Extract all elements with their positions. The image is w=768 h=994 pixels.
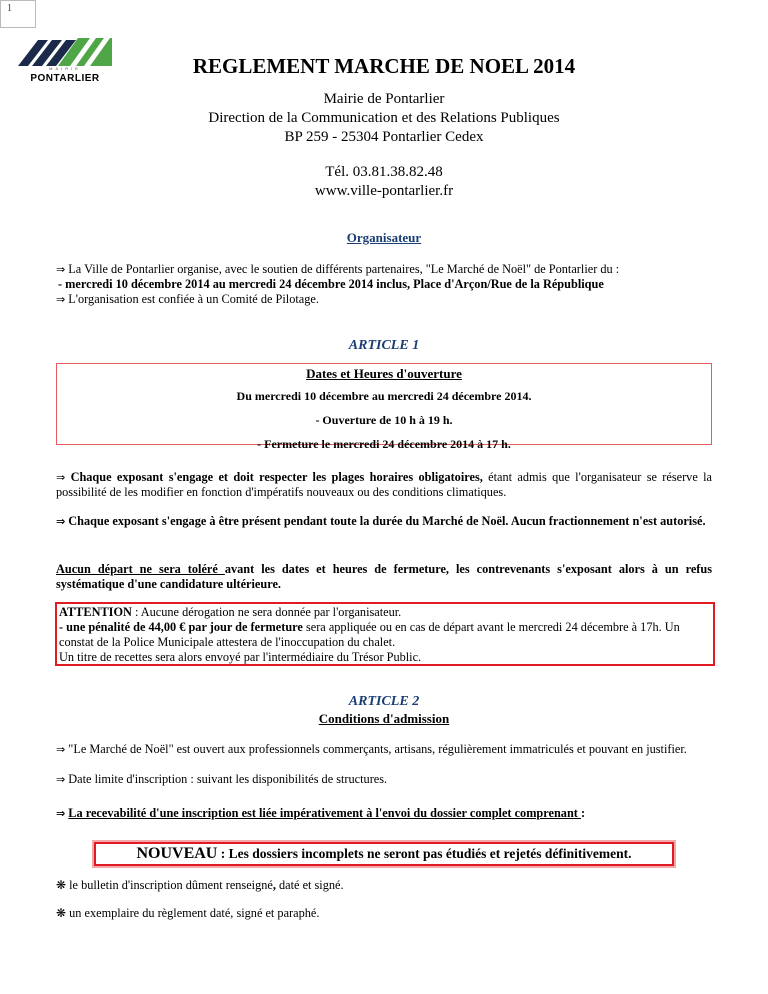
arrow-icon: ⇒: [56, 263, 66, 276]
contact-address: [0, 90, 768, 147]
a2-p3: La recevabilité d'une inscription est liée impérativement à l'envoi du dossier complet comprenant: [68, 806, 581, 820]
attention-text: : Aucune dérogation ne sera donnée par l'organisateur.: [131, 605, 402, 619]
p1-rest: étant admis que l'organisateur se réserve la possibilité de les modifier en fonction d'impératifs nouveaux ou des conditions climatiques.: [56, 470, 712, 499]
contact-tel: Tél. 03.81.38.82.48: [325, 164, 443, 180]
opening-hours-box: [56, 363, 712, 451]
attention-label: ATTENTION: [59, 605, 132, 619]
page-number: 1: [0, 0, 36, 28]
a2-p2: Date limite d'inscription : suivant les disponibilités de structures.: [68, 772, 388, 786]
arrow-icon: ⇒: [56, 293, 66, 306]
attention-box: [55, 602, 715, 666]
asterisk-icon: ❋: [56, 906, 67, 920]
article2-subheading: Conditions d'admission: [318, 711, 450, 726]
contact-line: Direction de la Communication et des Relations Publiques: [208, 110, 560, 126]
bullet2: un exemplaire du règlement daté, signé et paraphé.: [69, 906, 320, 920]
arrow-icon: ⇒: [56, 807, 66, 820]
organisateur-line1: La Ville de Pontarlier organise, avec le soutien de différents partenaires, "Le Marché de Noël" de Pontarlier du :: [68, 262, 620, 276]
recette-text: Un titre de recettes sera alors envoyé par l'intermédiaire du Trésor Public.: [59, 650, 422, 664]
article2-paragraph-3: [56, 806, 712, 821]
organisateur-line3: L'organisation est confiée à un Comité de Pilotage.: [68, 292, 319, 306]
document-title: REGLEMENT MARCHE DE NOEL 2014: [192, 54, 576, 78]
organisateur-line2: - mercredi 10 décembre 2014 au mercredi 24 décembre 2014 inclus, Place d'Arçon/Rue de la République: [58, 277, 604, 291]
penalty-bold: - une pénalité de 44,00 € par jour de fermeture: [59, 620, 303, 634]
article1-paragraph-2: [56, 514, 712, 529]
opening-line: Du mercredi 10 décembre au mercredi 24 décembre 2014.: [236, 389, 532, 403]
article1-paragraph-3: [56, 562, 712, 592]
arrow-icon: ⇒: [56, 515, 66, 528]
asterisk-icon: ❋: [56, 878, 67, 892]
organisateur-heading: Organisateur: [346, 230, 422, 245]
bullet1-c: daté et signé.: [275, 878, 344, 892]
opening-hours-title: Dates et Heures d'ouverture: [306, 366, 462, 381]
contact-line: BP 259 - 25304 Pontarlier Cedex: [284, 129, 484, 145]
article2-paragraph-1: [56, 742, 712, 757]
article1-heading: ARTICLE 1: [348, 338, 420, 353]
bullet1-a: le bulletin d'inscription dûment renseigné: [69, 878, 273, 892]
logo-name: PONTARLIER: [30, 73, 100, 84]
contact-details: [0, 163, 768, 201]
p3-underlined: Aucun départ ne sera toléré: [56, 562, 225, 576]
opening-line: - Ouverture de 10 h à 19 h.: [315, 413, 453, 427]
p2-text: Chaque exposant s'engage à être présent pendant toute la durée du Marché de Noël. Aucun fractionnement n'est autorisé.: [68, 514, 706, 528]
organisateur-text: [56, 262, 712, 307]
p1-bold: Chaque exposant s'engage et doit respecter les plages horaires obligatoires,: [70, 470, 483, 484]
article2-paragraph-2: [56, 772, 712, 787]
arrow-icon: ⇒: [56, 743, 66, 756]
a2-p1: "Le Marché de Noël" est ouvert aux professionnels commerçants, artisans, régulièrement immatriculés et pouvant en justifier.: [68, 742, 687, 756]
nouveau-text: : Les dossiers incomplets ne seront pas étudiés et rejetés définitivement.: [217, 846, 632, 861]
arrow-icon: ⇒: [56, 471, 66, 484]
bullet-item-1: [56, 878, 712, 893]
logo-subtitle: MAIRIE: [49, 66, 81, 71]
opening-line: - Fermeture le mercredi 24 décembre 2014 à 17 h.: [257, 437, 511, 451]
article2-heading: ARTICLE 2: [348, 694, 420, 709]
penalty-rest: sera appliquée ou en cas de départ avant le mercredi 24 décembre à 17h. Un constat de la Police Municipale attestera de l'inoccupation du chalet.: [59, 620, 680, 649]
nouveau-label: NOUVEAU: [136, 845, 218, 862]
bullet1-b: ,: [272, 878, 276, 892]
article1-paragraph-1: [56, 470, 712, 500]
p3-rest: avant les dates et heures de fermeture, les contrevenants s'exposant alors à un refus systématique d'une candidature ultérieure.: [56, 562, 712, 591]
arrow-icon: ⇒: [56, 773, 66, 786]
contact-web[interactable]: www.ville-pontarlier.fr: [314, 183, 454, 199]
a2-p3-end: :: [580, 806, 586, 820]
nouveau-box: [94, 842, 674, 866]
bullet-item-2: [56, 906, 712, 921]
contact-line: Mairie de Pontarlier: [323, 91, 445, 107]
